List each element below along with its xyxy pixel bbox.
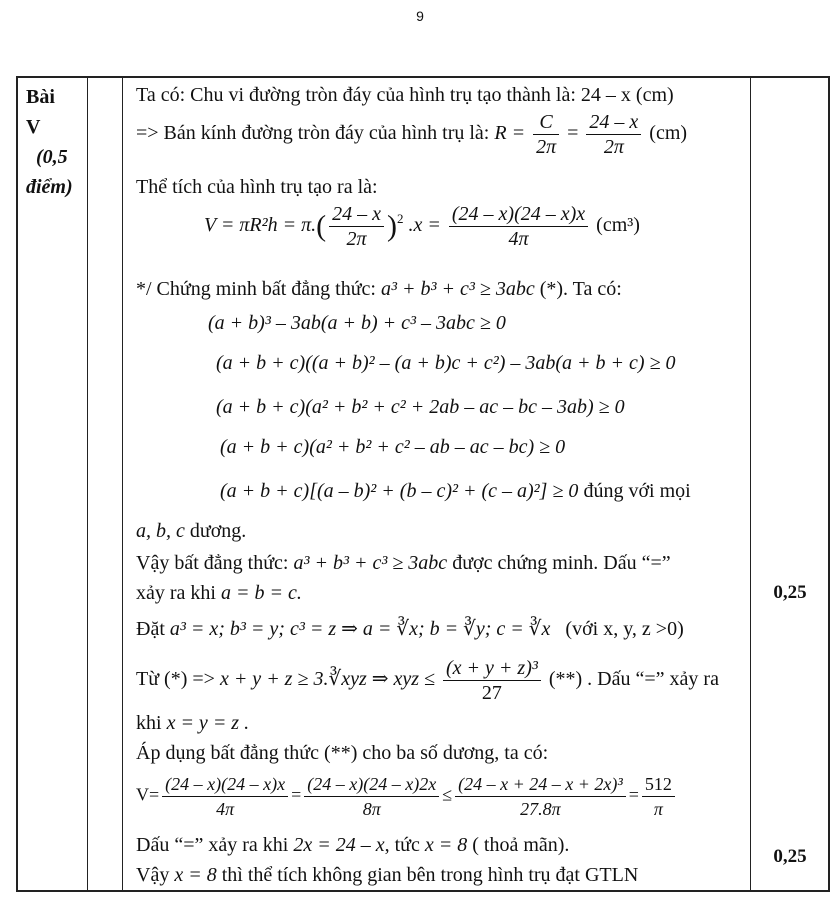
math: x = y = z . xyxy=(166,712,250,734)
text: Đặt xyxy=(136,618,165,640)
line-4: V = πR²h = π.( $\frac{24 - x}{2\pi}$ )$^2$ .x = $\frac{(24 - x)(24 - x)x}{4\pi}$ (cm³) xyxy=(204,203,640,250)
section-word: Bài xyxy=(26,86,55,108)
math: a³ = x; b³ = y; c³ = z ⇒ a = ∛x; b = ∛y; c = ∛x xyxy=(169,618,551,640)
fraction: $\frac{24 - x}{2\pi}$ xyxy=(329,202,384,251)
text: (*). Ta có: xyxy=(539,278,622,300)
line-5 xyxy=(136,276,622,302)
math: R = xyxy=(494,122,526,145)
expansion-4: (a + b + c)(a² + b² + c² – ab – ac – bc) ≥ 0 xyxy=(220,436,566,458)
math: a³ + b³ + c³ ≥ 3abc xyxy=(381,278,535,300)
line-6 xyxy=(136,518,246,544)
expansion-1: (a + b)³ – 3ab(a + b) + c³ – 3abc ≥ 0 xyxy=(208,312,506,334)
line-11 xyxy=(136,710,249,736)
math: (a + b + c)[(a – b)² + (b – c)² + (c – a)²] ≥ 0 xyxy=(220,480,579,502)
math: a = b = c. xyxy=(220,582,302,604)
column-divider xyxy=(750,78,751,890)
text: Từ (*) => xyxy=(136,668,215,691)
text: (**) . Dấu “=” xảy ra xyxy=(548,668,719,691)
math: x = 8 xyxy=(424,834,468,856)
line-12: Áp dụng bất đẳng thức (**) cho ba số dương, ta có: xyxy=(136,742,549,764)
section-roman: V xyxy=(26,116,41,138)
expansion-5 xyxy=(220,478,691,504)
fraction: $\frac{24 - x}{2\pi}$ xyxy=(586,110,641,159)
text: Vậy bất đẳng thức: xyxy=(136,552,289,574)
fraction: $\frac{(24 - x)(24 - x)x}{4\pi}$ xyxy=(449,202,588,251)
section-points-unit: điểm) xyxy=(26,176,73,198)
fraction: $\frac{(24 - x)(24 - x)2x}{8\pi}$ xyxy=(304,772,439,821)
math: x = 8 xyxy=(174,864,217,886)
fraction: $\frac{512}{\pi}$ xyxy=(642,772,675,821)
section-label xyxy=(26,82,86,202)
line-3: Thể tích của hình trụ tạo ra là: xyxy=(136,176,378,198)
fraction: $\frac{\text{(x + y + z)³}}{27}$ xyxy=(443,656,541,705)
page-number: 9 xyxy=(416,8,424,24)
text: ( thoả mãn). xyxy=(472,834,570,856)
text: thì thể tích không gian bên trong hình trụ đạt GTLN xyxy=(221,864,639,886)
score-1: 0,25 xyxy=(773,582,807,603)
fraction: $\frac{(24 - x)(24 - x)x}{4\pi}$ xyxy=(162,772,288,821)
line-13: V= $\frac{(24 - x)(24 - x)x}{4\pi}$ = $\frac{(24 - x)(24 - x)2x}{8\pi}$ ≤ $\frac{\text{(24 – x + 24 – x + 2x)³}}{27.8\pi}$ = $\frac{512}{\pi}$ xyxy=(136,772,678,821)
line-9 xyxy=(136,616,684,642)
text: V= xyxy=(136,784,160,805)
line-7 xyxy=(136,550,671,576)
math: .x = xyxy=(408,214,441,237)
text: xảy ra khi xyxy=(136,582,216,604)
unit: (cm³) xyxy=(596,214,640,237)
column-divider xyxy=(122,78,123,890)
text: đúng với mọi xyxy=(583,480,691,502)
math: 2x = 24 – x xyxy=(293,834,385,856)
line-15 xyxy=(136,862,638,888)
line-14 xyxy=(136,832,569,858)
expansion-3: (a + b + c)(a² + b² + c² + 2ab – ac – bc – 3ab) ≥ 0 xyxy=(216,396,625,418)
fraction: $\frac{C}{2\pi}$ xyxy=(533,110,559,159)
text: dương. xyxy=(189,520,247,542)
math: a, b, c xyxy=(136,520,185,542)
text: => Bán kính đường tròn đáy của hình trụ là: xyxy=(136,122,490,145)
text: Vậy xyxy=(136,864,170,886)
math: a³ + b³ + c³ ≥ 3abc xyxy=(293,552,448,574)
text: */ Chứng minh bất đẳng thức: xyxy=(136,278,376,300)
text: , tức xyxy=(384,834,420,856)
equals: = xyxy=(567,122,579,145)
expansion-2: (a + b + c)((a + b)² – (a + b)c + c²) – 3ab(a + b + c) ≥ 0 xyxy=(216,352,676,374)
math: V = πR²h = π. xyxy=(204,214,317,237)
text: được chứng minh. Dấu “=” xyxy=(452,552,671,574)
text: Dấu “=” xảy ra khi xyxy=(136,834,289,856)
answer-table xyxy=(16,76,830,892)
math: x + y + z ≥ 3.∛xyz ⇒ xyz ≤ xyxy=(219,668,435,691)
score-2: 0,25 xyxy=(773,846,807,867)
line-2 xyxy=(136,110,687,159)
line-1: Ta có: Chu vi đường tròn đáy của hình trụ tạo thành là: 24 – x (cm) xyxy=(136,84,674,106)
column-divider xyxy=(87,78,88,890)
line-8 xyxy=(136,580,302,606)
section-points: (0,5 xyxy=(36,146,68,168)
text: (với x, y, z >0) xyxy=(565,618,684,640)
text: khi xyxy=(136,712,162,734)
line-10 xyxy=(136,656,719,705)
unit: (cm) xyxy=(649,122,688,145)
fraction: $\frac{\text{(24 – x + 24 – x + 2x)³}}{27.8\pi}$ xyxy=(455,772,626,821)
